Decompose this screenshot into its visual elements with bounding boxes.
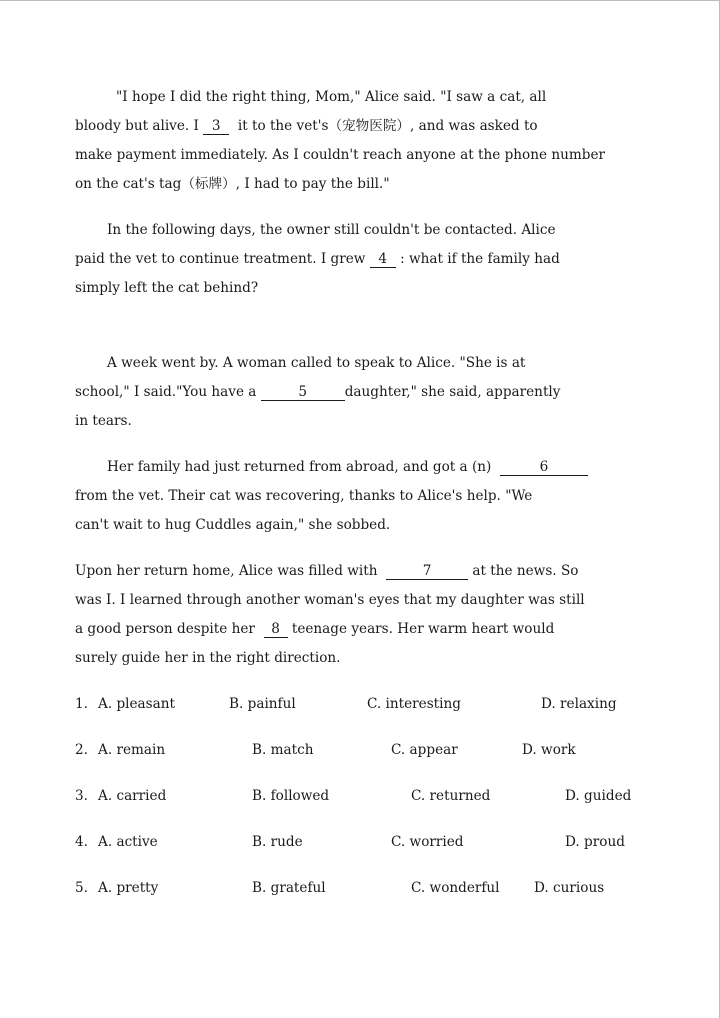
question-number: 2. xyxy=(75,742,88,758)
text-line: Upon her return home, Alice was filled with 7 at the news. So xyxy=(75,563,579,579)
option-b[interactable]: B. painful xyxy=(229,696,296,712)
option-c[interactable]: C. wonderful xyxy=(411,880,500,896)
question-number: 4. xyxy=(75,834,88,850)
text-line: "I hope I did the right thing, Mom," Alice said. "I saw a cat, all xyxy=(116,89,547,105)
option-c[interactable]: C. appear xyxy=(391,742,458,758)
option-d[interactable]: D. relaxing xyxy=(541,696,617,712)
text-line: A week went by. A woman called to speak to Alice. "She is at xyxy=(107,355,526,371)
text-line: paid the vet to continue treatment. I grew 4 : what if the family had xyxy=(75,251,560,267)
blank-6[interactable]: 6 xyxy=(500,460,588,476)
option-a[interactable]: A. pleasant xyxy=(98,696,175,712)
blank-3[interactable]: 3 xyxy=(203,119,229,135)
option-b[interactable]: B. followed xyxy=(252,788,330,804)
text-line: bloody but alive. I 3 it to the vet's（宠物医院）, and was asked to xyxy=(75,118,538,134)
option-c[interactable]: C. returned xyxy=(411,788,491,804)
text-line: In the following days, the owner still couldn't be contacted. Alice xyxy=(107,222,556,238)
question-number: 5. xyxy=(75,880,88,896)
option-a[interactable]: A. carried xyxy=(98,788,167,804)
option-d[interactable]: D. proud xyxy=(565,834,625,850)
option-b[interactable]: B. grateful xyxy=(252,880,326,896)
option-d[interactable]: D. curious xyxy=(534,880,605,896)
option-a[interactable]: A. active xyxy=(98,834,158,850)
option-d[interactable]: D. guided xyxy=(565,788,632,804)
option-c[interactable]: C. worried xyxy=(391,834,464,850)
blank-8[interactable]: 8 xyxy=(264,622,288,638)
option-c[interactable]: C. interesting xyxy=(367,696,461,712)
option-b[interactable]: B. rude xyxy=(252,834,303,850)
option-b[interactable]: B. match xyxy=(252,742,314,758)
blank-4[interactable]: 4 xyxy=(370,252,396,268)
option-a[interactable]: A. pretty xyxy=(98,880,159,896)
text-line: can't wait to hug Cuddles again," she sobbed. xyxy=(75,517,391,533)
text-line: make payment immediately. As I couldn't reach anyone at the phone number xyxy=(75,147,605,163)
text-line: was I. I learned through another woman's eyes that my daughter was still xyxy=(75,592,585,608)
text-line: a good person despite her 8 teenage years. Her warm heart would xyxy=(75,621,555,637)
blank-5[interactable]: 5 xyxy=(261,385,345,401)
text-line: school," I said."You have a 5 daughter," she said, apparently xyxy=(75,384,561,400)
option-d[interactable]: D. work xyxy=(522,742,576,758)
blank-7[interactable]: 7 xyxy=(386,564,468,580)
question-number: 3. xyxy=(75,788,88,804)
text-line: simply left the cat behind? xyxy=(75,280,259,296)
text-line: in tears. xyxy=(75,413,132,429)
text-line: Her family had just returned from abroad, and got a (n) 6 xyxy=(107,459,588,476)
text-line: surely guide her in the right direction. xyxy=(75,650,341,666)
option-a[interactable]: A. remain xyxy=(98,742,166,758)
question-number: 1. xyxy=(75,696,88,712)
text-line: from the vet. Their cat was recovering, thanks to Alice's help. "We xyxy=(75,488,533,504)
text-line: on the cat's tag（标牌）, I had to pay the bill." xyxy=(75,176,390,192)
